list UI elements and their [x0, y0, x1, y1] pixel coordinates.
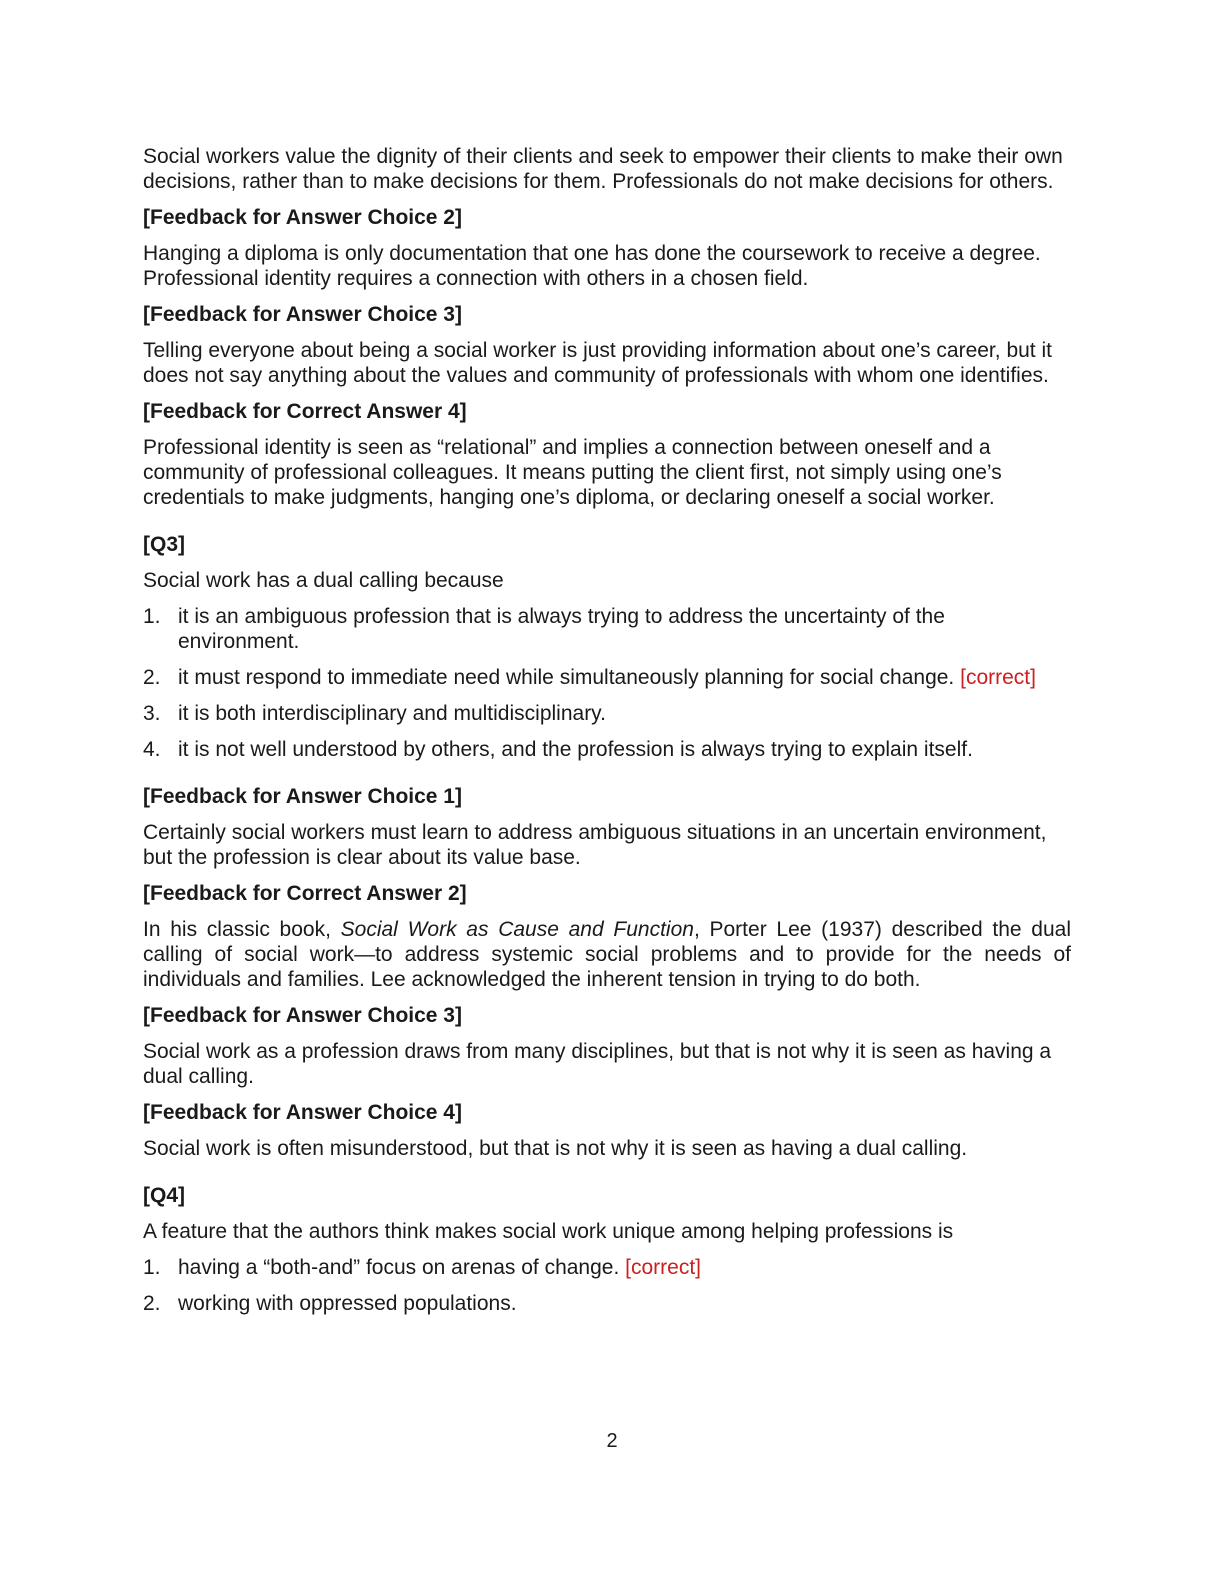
- option-number: 2.: [143, 666, 161, 689]
- option-text-body: having a “both-and” focus on arenas of change.: [178, 1256, 620, 1279]
- feedback-text-after: , Porter Lee (1937) described the dual calling of social work—to address systemic social problems and to provide for the needs of individuals and families. Lee acknowledged the inherent tension in trying to do both.: [143, 918, 1071, 991]
- option-text: [178, 604, 1071, 654]
- option-text: [178, 1291, 1071, 1316]
- option-text-body: working with oppressed populations.: [178, 1292, 517, 1315]
- feedback-text: Social work is often misunderstood, but that is not why it is seen as having a dual calling.: [143, 1137, 968, 1160]
- book-title: Social Work as Cause and Function: [340, 918, 694, 941]
- feedback-heading: [Feedback for Answer Choice 2]: [143, 206, 462, 229]
- option-number: 4.: [143, 738, 161, 761]
- option-number: 1.: [143, 605, 161, 628]
- feedback-text-before: In his classic book,: [143, 918, 341, 941]
- option-text: [178, 1255, 1071, 1280]
- feedback-text: Professional identity is seen as “relational” and implies a connection between oneself and a community of professional colleagues. It means putting the client first, not simply using one’s credentials to make judgments, hanging one’s diploma, or declaring oneself a social worker.: [143, 436, 1002, 509]
- option-text-body: it is both interdisciplinary and multidisciplinary.: [178, 702, 606, 725]
- option-text: [178, 701, 1071, 726]
- document-page: [143, 144, 1071, 1327]
- feedback-text: Hanging a diploma is only documentation that one has done the coursework to receive a degree. Professional identity requires a connection with others in a chosen field.: [143, 242, 1041, 290]
- question-stem: A feature that the authors think makes social work unique among helping professions is: [143, 1220, 954, 1243]
- feedback-text: Certainly social workers must learn to address ambiguous situations in an uncertain environment, but the profession is clear about its value base.: [143, 821, 1047, 869]
- option-text: [178, 737, 1071, 762]
- feedback-heading: [Feedback for Answer Choice 4]: [143, 1101, 462, 1124]
- feedback-text: Social work as a profession draws from many disciplines, but that is not why it is seen as having a dual calling.: [143, 1040, 1052, 1088]
- page-number: 2: [606, 1430, 618, 1452]
- answer-option: [143, 737, 1071, 762]
- question-label-q4: [Q4]: [143, 1184, 185, 1207]
- answer-option: [143, 604, 1071, 654]
- intro-paragraph: Social workers value the dignity of their clients and seek to empower their clients to make their own decisions, rather than to make decisions for them. Professionals do not make decisions for others.: [143, 145, 1063, 193]
- answer-options: [143, 1255, 1071, 1316]
- answer-option: [143, 1291, 1071, 1316]
- correct-tag: [correct]: [625, 1256, 702, 1279]
- answer-options: [143, 604, 1071, 762]
- option-number: 2.: [143, 1292, 161, 1315]
- correct-tag: [correct]: [960, 666, 1036, 689]
- option-number: 1.: [143, 1256, 161, 1279]
- feedback-heading: [Feedback for Answer Choice 3]: [143, 303, 462, 326]
- option-text-body: it must respond to immediate need while simultaneously planning for social change.: [178, 666, 955, 689]
- feedback-heading: [Feedback for Correct Answer 4]: [143, 400, 467, 423]
- option-number: 3.: [143, 702, 161, 725]
- question-stem: Social work has a dual calling because: [143, 569, 504, 592]
- feedback-text: Telling everyone about being a social worker is just providing information about one’s career, but it does not say anything about the values and community of professionals with whom one identifies.: [143, 339, 1052, 387]
- option-text: [178, 665, 1071, 690]
- feedback-heading: [Feedback for Answer Choice 3]: [143, 1004, 462, 1027]
- option-text-body: it is not well understood by others, and the profession is always trying to explain itself.: [178, 738, 973, 761]
- option-text-body: it is an ambiguous profession that is always trying to address the uncertainty of the environment.: [178, 605, 945, 653]
- answer-option: [143, 665, 1071, 690]
- answer-option: [143, 701, 1071, 726]
- feedback-heading: [Feedback for Correct Answer 2]: [143, 882, 467, 905]
- feedback-heading: [Feedback for Answer Choice 1]: [143, 785, 462, 808]
- feedback-text: [143, 917, 1071, 992]
- answer-option: [143, 1255, 1071, 1280]
- question-label-q3: [Q3]: [143, 533, 185, 556]
